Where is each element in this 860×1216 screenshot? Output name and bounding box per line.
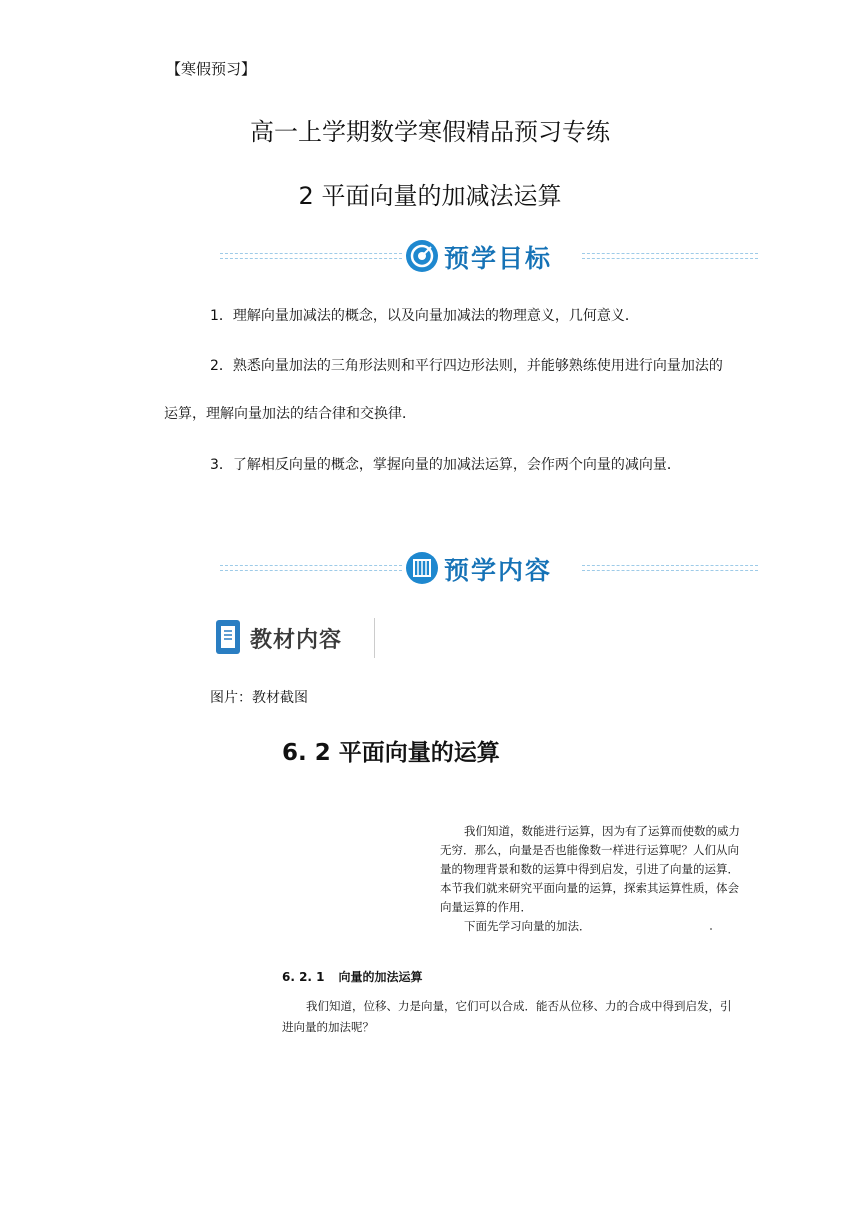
body-line: 进向量的加法呢？ <box>282 1020 374 1034</box>
dashed-divider-left <box>220 565 402 571</box>
subsection-heading <box>282 968 437 985</box>
scan-speck <box>710 928 712 930</box>
goal-item-2: 2．熟悉向量加法的三角形法则和平行四边形法则，并能够熟练使用进行向量加法的 <box>210 358 723 374</box>
intro-paragraph <box>440 822 760 936</box>
goal-item-3: 3．了解相反向量的概念，掌握向量的加减法运算，会作两个向量的减向量． <box>210 457 681 473</box>
subsection-number: 6. 2. 1 <box>282 970 325 984</box>
banner-content <box>216 550 762 590</box>
banner-goals-label: 预学目标 <box>444 244 553 273</box>
grid-icon <box>406 552 438 584</box>
notebook-icon <box>216 620 240 654</box>
subsection-title: 向量的加法运算 <box>338 970 423 984</box>
goal-item-2-continued: 运算，理解向量加法的结合律和交换律． <box>164 406 416 422</box>
intro-line: 向量运算的作用． <box>440 900 532 914</box>
banner-goals <box>216 238 762 278</box>
section-heading: 6. 2 平面向量的运算 <box>282 740 500 766</box>
target-icon <box>406 240 438 272</box>
intro-line: 无穷．那么，向量是否也能像数一样进行运算呢？人们从向 <box>440 843 739 857</box>
dashed-divider-right <box>582 253 758 259</box>
intro-line: 本节我们就来研究平面向量的运算，探索其运算性质，体会 <box>440 881 739 895</box>
dashed-divider-left <box>220 253 402 259</box>
subsection-body <box>282 996 732 1038</box>
dashed-divider-right <box>582 565 758 571</box>
textbook-subheading <box>214 618 375 658</box>
document-title: 高一上学期数学寒假精品预习专练 <box>250 118 610 146</box>
intro-line: 量的物理背景和数的运算中得到启发，引进了向量的运算． <box>440 862 739 876</box>
goal-item-1: 1．理解向量加减法的概念，以及向量加减法的物理意义，几何意义． <box>210 308 639 324</box>
banner-content-label: 预学内容 <box>444 556 553 585</box>
textbook-screenshot <box>270 720 770 1060</box>
intro-line: 下面先学习向量的加法． <box>464 919 591 933</box>
textbook-subheading-label: 教材内容 <box>250 628 343 653</box>
document-subtitle: 2 平面向量的加减法运算 <box>298 182 562 210</box>
body-line: 我们知道，位移、力是向量，它们可以合成．能否从位移、力的合成中得到启发，引 <box>306 999 732 1013</box>
preview-tag: 【寒假预习】 <box>166 60 257 78</box>
image-caption: 图片：教材截图 <box>210 690 308 706</box>
intro-line: 我们知道，数能进行运算，因为有了运算而使数的威力 <box>464 824 740 838</box>
